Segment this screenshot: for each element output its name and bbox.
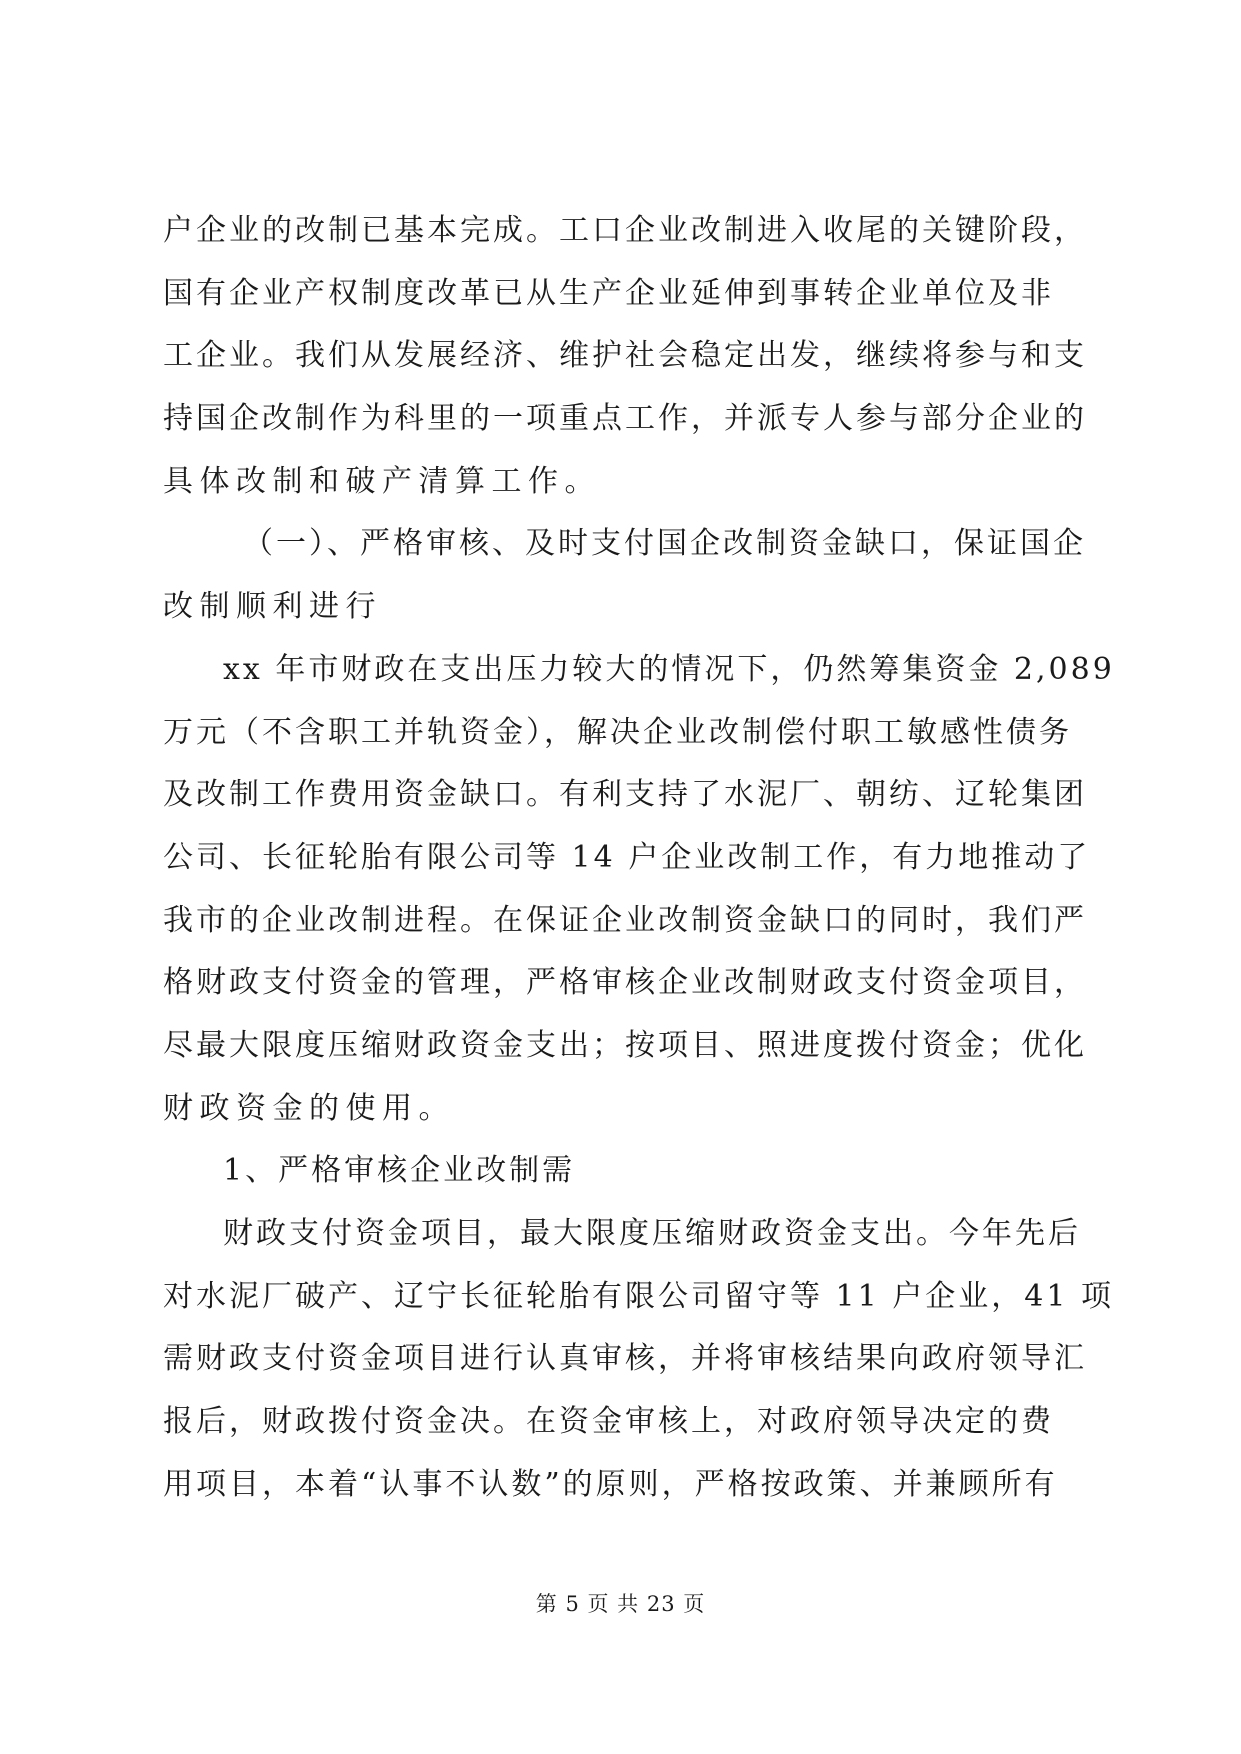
text-line: 财政支付资金项目，最大限度压缩财政资金支出。今年先后 [223, 1216, 1081, 1251]
text-line: 报后，财政拨付资金决。在资金审核上，对政府领导决定的费 [163, 1404, 1054, 1440]
page-number-footer: 第 5 页 共 23 页 [535, 1592, 706, 1616]
text-line: 万元（不含职工并轨资金），解决企业改制偿付职工敏感性债务 [163, 714, 1072, 750]
text-line: xx 年市财政在支出压力较大的情况下，仍然筹集资金 2,089 [223, 651, 1115, 687]
text-line: 格财政支付资金的管理，严格审核企业改制财政支付资金项目， [163, 965, 1087, 1001]
text-line: 户企业的改制已基本完成。工口企业改制进入收尾的关键阶段， [163, 213, 1087, 248]
text-line: 需财政支付资金项目进行认真审核，并将审核结果向政府领导汇 [163, 1341, 1087, 1377]
section-heading-continued: 改制顺利进行 [163, 589, 382, 625]
text-line: 持国企改制作为科里的一项重点工作，并派专人参与部分企业的 [163, 401, 1087, 437]
text-line: 国有企业产权制度改革已从生产企业延伸到事转企业单位及非 [163, 275, 1054, 311]
text-line: 具体改制和破产清算工作。 [163, 463, 601, 499]
text-line: 我市的企业改制进程。在保证企业改制资金缺口的同时，我们严 [163, 902, 1087, 938]
text-line: 对水泥厂破产、辽宁长征轮胎有限公司留守等 11 户企业，41 项 [163, 1278, 1114, 1314]
text-line: 公司、长征轮胎有限公司等 14 户企业改制工作，有力地推动了 [163, 839, 1091, 875]
text-line: 尽最大限度压缩财政资金支出；按项目、照进度拨付资金；优化 [163, 1027, 1087, 1063]
section-heading: （一）、严格审核、及时支付国企改制资金缺口，保证国企 [243, 526, 1086, 562]
subsection-heading: 1、严格审核企业改制需 [223, 1153, 576, 1189]
text-line: 及改制工作费用资金缺口。有利支持了水泥厂、朝纺、辽轮集团 [163, 777, 1087, 813]
document-body [163, 200, 1115, 1516]
text-line: 用项目，本着“认事不认数”的原则，严格按政策、并兼顾所有 [163, 1466, 1058, 1502]
text-line: 财政资金的使用。 [163, 1090, 455, 1126]
text-line: 工企业。我们从发展经济、维护社会稳定出发，继续将参与和支 [163, 338, 1087, 374]
